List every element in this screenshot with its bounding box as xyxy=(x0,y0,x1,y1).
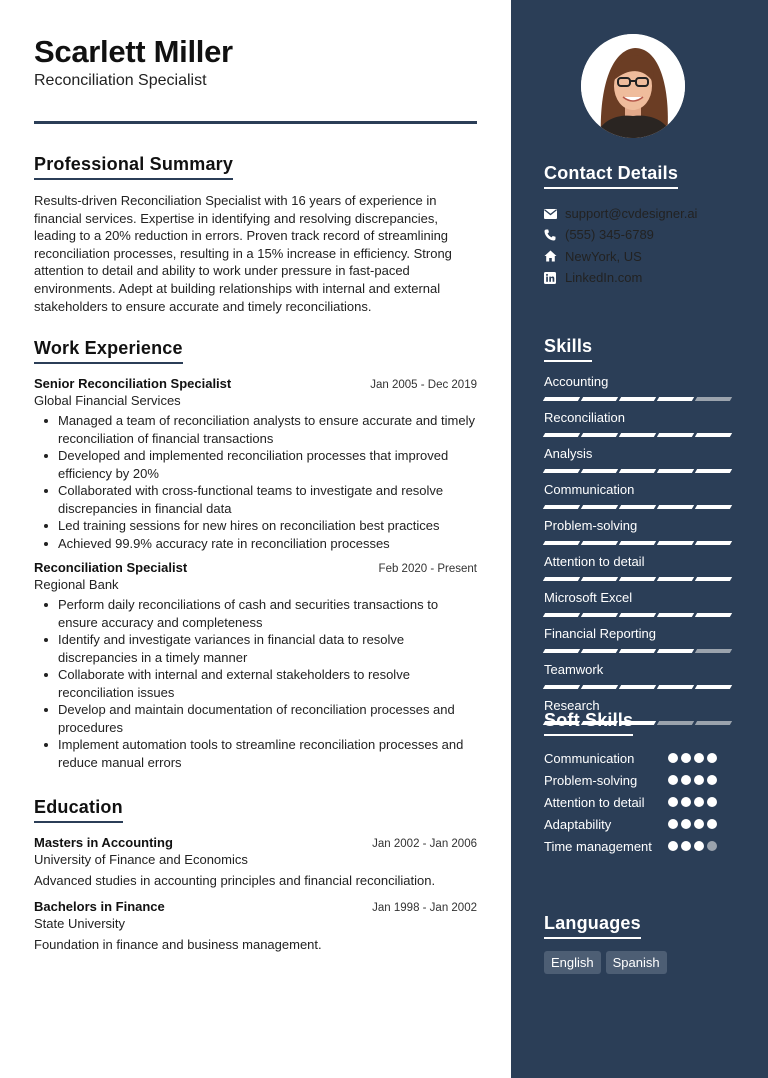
contact-location xyxy=(544,246,734,267)
contact-text: NewYork, US xyxy=(565,248,642,264)
soft-skills-list xyxy=(544,750,734,855)
bullet-item: Develop and maintain documentation of reconciliation processes and procedures xyxy=(34,701,477,736)
skill-item xyxy=(544,554,734,581)
soft-skill-name: Attention to detail xyxy=(544,795,645,810)
skill-level-segment xyxy=(619,613,656,617)
summary-text: Results-driven Reconciliation Specialist with 16 years of experience in financial services. Expertise in identifying and resolving discrepancies, leading to a 20% reduction in errors. Proven track record of streamlining reconciliation processes, resulting in a 15% increase in efficiency. Strong attention to detail and ability to work under pressure in fast-paced environments. Adept at building relationships with internal and external stakeholders to ensure accurate and timely reconciliations. xyxy=(34,193,452,314)
skill-level-bar xyxy=(544,397,734,401)
job-entry xyxy=(34,560,477,771)
soft-skill-rating xyxy=(668,772,720,785)
skill-level-segment xyxy=(695,577,732,581)
skill-level-bar xyxy=(544,469,734,473)
job-bullets xyxy=(34,596,477,771)
section-title: Contact Details xyxy=(544,163,678,189)
profile-photo xyxy=(581,34,685,138)
skill-name: Reconciliation xyxy=(544,410,625,425)
skill-level-segment xyxy=(695,397,732,401)
section-title: Soft Skills xyxy=(544,710,633,736)
rating-dot xyxy=(707,775,717,785)
education-entry xyxy=(34,835,477,888)
skills-section xyxy=(544,336,734,725)
envelope-icon xyxy=(544,209,565,219)
candidate-title: Reconciliation Specialist xyxy=(34,72,207,89)
skill-level-bar xyxy=(544,577,734,581)
skill-level-segment xyxy=(581,397,618,401)
job-title: Reconciliation Specialist xyxy=(34,560,188,575)
skill-name: Communication xyxy=(544,482,635,497)
contact-text: support@cvdesigner.ai xyxy=(565,206,698,222)
skill-name: Problem-solving xyxy=(544,518,638,533)
bullet-item: Collaborate with internal and external stakeholders to resolve reconciliation issues xyxy=(34,666,477,701)
work-experience-section xyxy=(34,338,477,771)
education-entry xyxy=(34,899,477,952)
education-section xyxy=(34,797,477,952)
home-icon xyxy=(544,250,565,262)
section-title: Languages xyxy=(544,913,641,939)
skill-level-bar xyxy=(544,685,734,689)
contact-email[interactable] xyxy=(544,203,734,224)
skill-level-bar xyxy=(544,649,734,653)
skill-level-segment xyxy=(695,469,732,473)
skill-level-segment xyxy=(657,433,694,437)
phone-icon xyxy=(544,229,565,241)
skill-level-bar xyxy=(544,613,734,617)
skill-item xyxy=(544,446,734,473)
job-company: Global Financial Services xyxy=(34,393,181,408)
candidate-name: Scarlett Miller xyxy=(34,34,233,69)
soft-skill-rating xyxy=(668,794,720,807)
language-chip: Spanish xyxy=(606,951,667,974)
skill-level-segment xyxy=(581,685,618,689)
rating-dot xyxy=(668,753,678,763)
skill-level-segment xyxy=(619,469,656,473)
skill-level-segment xyxy=(543,469,580,473)
education-header xyxy=(34,835,477,850)
bullet-item: Collaborated with cross-functional teams to investigate and resolve discrepancies in financial data xyxy=(34,482,477,517)
skill-level-segment xyxy=(543,577,580,581)
skill-level-segment xyxy=(657,469,694,473)
skill-level-segment xyxy=(543,397,580,401)
job-company: Regional Bank xyxy=(34,577,119,592)
skill-name: Financial Reporting xyxy=(544,626,657,641)
soft-skills-section xyxy=(544,710,734,860)
rating-dot xyxy=(707,841,717,851)
rating-dot xyxy=(694,753,704,763)
degree: Bachelors in Finance xyxy=(34,899,165,914)
bullet-item: Achieved 99.9% accuracy rate in reconciliation processes xyxy=(34,535,477,553)
skill-level-segment xyxy=(543,613,580,617)
skill-level-segment xyxy=(657,577,694,581)
job-entry xyxy=(34,376,477,552)
skill-level-segment xyxy=(581,541,618,545)
job-list xyxy=(34,376,477,771)
skill-item xyxy=(544,518,734,545)
rating-dot xyxy=(694,841,704,851)
skill-name: Attention to detail xyxy=(544,554,645,569)
skill-level-segment xyxy=(581,433,618,437)
skill-level-segment xyxy=(543,505,580,509)
contact-linkedin[interactable] xyxy=(544,267,734,288)
rating-dot xyxy=(681,819,691,829)
contact-details-section xyxy=(544,163,734,288)
skill-level-segment xyxy=(695,433,732,437)
skill-level-segment xyxy=(695,613,732,617)
skill-level-segment xyxy=(695,649,732,653)
skills-list xyxy=(544,374,734,725)
skill-level-segment xyxy=(619,397,656,401)
skill-level-segment xyxy=(581,469,618,473)
skill-name: Microsoft Excel xyxy=(544,590,633,605)
soft-skill-item xyxy=(544,838,734,855)
school: University of Finance and Economics xyxy=(34,852,248,867)
skill-level-segment xyxy=(581,577,618,581)
degree: Masters in Accounting xyxy=(34,835,173,850)
education-description: Advanced studies in accounting principles and financial reconciliation. xyxy=(34,873,436,888)
skill-level-segment xyxy=(695,685,732,689)
contact-list xyxy=(544,203,734,288)
bullet-item: Identify and investigate variances in financial data to resolve discrepancies in a timely manner xyxy=(34,631,477,666)
skill-level-bar xyxy=(544,541,734,545)
rating-dot xyxy=(694,775,704,785)
header-divider xyxy=(34,121,477,124)
soft-skill-item xyxy=(544,772,734,789)
school: State University xyxy=(34,916,126,931)
education-date: Jan 2002 - Jan 2006 xyxy=(372,838,477,850)
skill-level-segment xyxy=(619,685,656,689)
soft-skill-item xyxy=(544,816,734,833)
skill-level-segment xyxy=(543,433,580,437)
skill-name: Analysis xyxy=(544,446,593,461)
rating-dot xyxy=(681,841,691,851)
skill-item xyxy=(544,410,734,437)
rating-dot xyxy=(668,819,678,829)
soft-skill-name: Problem-solving xyxy=(544,773,638,788)
rating-dot xyxy=(707,797,717,807)
soft-skill-rating xyxy=(668,816,720,829)
skill-name: Accounting xyxy=(544,374,609,389)
bullet-item: Implement automation tools to streamline reconciliation processes and reduce manual errors xyxy=(34,736,477,771)
skill-level-segment xyxy=(543,685,580,689)
job-title: Senior Reconciliation Specialist xyxy=(34,376,232,391)
skill-level-segment xyxy=(657,505,694,509)
bullet-item: Perform daily reconciliations of cash and securities transactions to ensure accuracy and completeness xyxy=(34,596,477,631)
bullet-item: Managed a team of reconciliation analysts to ensure accurate and timely reconciliation of financial transactions xyxy=(34,412,477,447)
skill-level-segment xyxy=(543,649,580,653)
skill-level-segment xyxy=(657,613,694,617)
skill-name: Teamwork xyxy=(544,662,604,677)
skill-item xyxy=(544,374,734,401)
skill-level-segment xyxy=(657,685,694,689)
education-description: Foundation in finance and business management. xyxy=(34,937,322,952)
education-header xyxy=(34,899,477,914)
section-title: Work Experience xyxy=(34,338,183,364)
rating-dot xyxy=(668,775,678,785)
job-bullets xyxy=(34,412,477,552)
skill-item xyxy=(544,482,734,509)
rating-dot xyxy=(707,753,717,763)
skill-level-bar xyxy=(544,505,734,509)
skill-level-segment xyxy=(581,649,618,653)
soft-skill-name: Adaptability xyxy=(544,817,612,832)
job-date: Feb 2020 - Present xyxy=(378,563,477,575)
professional-summary-section xyxy=(34,154,477,315)
bullet-item: Led training sessions for new hires on reconciliation best practices xyxy=(34,517,477,535)
soft-skill-item xyxy=(544,750,734,767)
soft-skill-rating xyxy=(668,838,720,851)
rating-dot xyxy=(668,797,678,807)
rating-dot xyxy=(681,753,691,763)
skill-level-segment xyxy=(657,541,694,545)
bullet-item: Developed and implemented reconciliation processes that improved efficiency by 20% xyxy=(34,447,477,482)
rating-dot xyxy=(668,841,678,851)
job-date: Jan 2005 - Dec 2019 xyxy=(370,379,477,391)
languages-list xyxy=(544,951,734,974)
language-chip: English xyxy=(544,951,601,974)
rating-dot xyxy=(681,775,691,785)
job-header xyxy=(34,560,477,575)
skill-level-segment xyxy=(695,541,732,545)
skill-level-segment xyxy=(581,505,618,509)
skill-item xyxy=(544,662,734,689)
skill-level-segment xyxy=(581,613,618,617)
soft-skill-name: Time management xyxy=(544,839,652,854)
skill-name: Research xyxy=(544,698,600,713)
soft-skill-name: Communication xyxy=(544,751,635,766)
skill-level-segment xyxy=(543,541,580,545)
skill-level-segment xyxy=(619,649,656,653)
skill-level-segment xyxy=(619,577,656,581)
skill-level-segment xyxy=(619,433,656,437)
soft-skill-item xyxy=(544,794,734,811)
rating-dot xyxy=(681,797,691,807)
skill-level-segment xyxy=(657,649,694,653)
section-title: Education xyxy=(34,797,123,823)
education-list xyxy=(34,835,477,952)
education-date: Jan 1998 - Jan 2002 xyxy=(372,902,477,914)
skill-level-segment xyxy=(695,505,732,509)
skill-level-bar xyxy=(544,433,734,437)
skill-level-segment xyxy=(619,505,656,509)
rating-dot xyxy=(707,819,717,829)
avatar-illustration xyxy=(581,34,685,138)
linkedin-icon xyxy=(544,272,565,284)
contact-phone[interactable] xyxy=(544,224,734,245)
job-header xyxy=(34,376,477,391)
contact-text: (555) 345-6789 xyxy=(565,227,654,243)
rating-dot xyxy=(694,819,704,829)
skill-item xyxy=(544,590,734,617)
section-title: Skills xyxy=(544,336,592,362)
soft-skill-rating xyxy=(668,750,720,763)
skill-level-segment xyxy=(619,541,656,545)
skill-item xyxy=(544,626,734,653)
section-title: Professional Summary xyxy=(34,154,233,180)
rating-dot xyxy=(694,797,704,807)
languages-section xyxy=(544,913,734,974)
contact-text: LinkedIn.com xyxy=(565,270,643,286)
skill-level-segment xyxy=(657,397,694,401)
